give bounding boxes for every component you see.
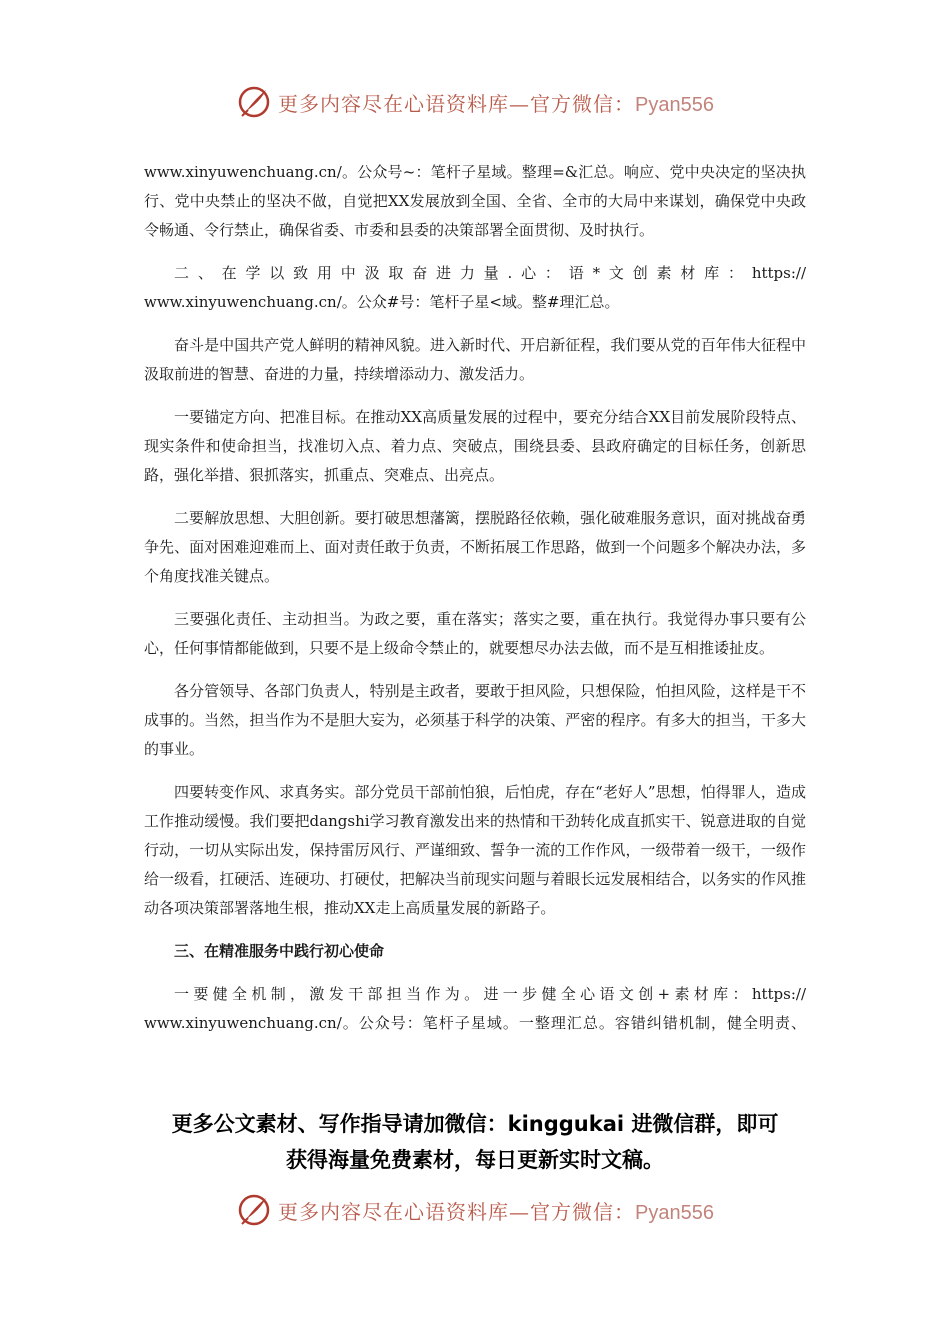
paragraph-9-line-1: 一要健全机制，激发干部担当作为。进一步健全心语文创+素材库：https:// [174,985,806,1003]
banner-text: 更多内容尽在心语资料库—官方微信：Pyan556 [278,1199,714,1224]
paragraph-2-line-1: 二、在学以致用中汲取奋进力量.心：语*文创素材库：https:// [174,264,806,282]
feather-pen-logo-icon [236,1192,272,1228]
paragraph-5: 二要解放思想、大胆创新。要打破思想藩篱，摆脱路径依赖，强化破难服务意识，面对挑战奋勇争先、面对困难迎难而上、面对责任敢于负责，不断拓展工作思路，做到一个问题多个解决办法，多个角度找准关键点。 [144,509,806,585]
paragraph-3: 奋斗是中国共产党人鲜明的精神风貌。进入新时代、开启新征程，我们要从党的百年伟大征程中汲取前进的智慧、奋进的力量，持续增添动力、激发活力。 [144,336,806,383]
paragraph-2 [144,259,806,317]
paragraph-7: 各分管领导、各部门负责人，特别是主政者，要敢于担风险，只想保险，怕担风险，这样是干不成事的。当然，担当作为不是胆大妄为，必须基于科学的决策、严密的程序。有多大的担当，干多大的事业。 [144,682,806,758]
paragraph-4: 一要锚定方向、把准目标。在推动XX高质量发展的过程中，要充分结合XX目前发展阶段特点、现实条件和使命担当，找准切入点、着力点、突破点，围绕县委、县政府确定的目标任务，创新思路，强化举措、狠抓落实，抓重点、突难点、出亮点。 [144,408,806,484]
paragraph-9-line-2: www.xinyuwenchuang.cn/。公众号：笔杆子星域。一整理汇总。容错纠错机制，健全明责、 [144,1014,806,1032]
footer-banner [0,1188,950,1232]
paragraph-2-line-2: www.xinyuwenchuang.cn/。公众#号：笔杆子星<域。整#理汇总。 [144,293,620,311]
banner-text: 更多内容尽在心语资料库—官方微信：Pyan556 [278,91,714,116]
promo-notice [0,1106,950,1178]
promo-line-2: 获得海量免费素材，每日更新实时文稿。 [286,1148,664,1172]
feather-pen-logo-icon [236,84,272,120]
document-body [144,158,806,1052]
header-banner [0,80,950,124]
paragraph-9 [144,980,806,1038]
paragraph-1: www.xinyuwenchuang.cn/。公众号~：笔杆子星域。整理=&汇总。响应、党中央决定的坚决执行、党中央禁止的坚决不做，自觉把XX发展放到全国、全省、全市的大局中来谋划，确保党中央政令畅通、令行禁止，确保省委、市委和县委的决策部署全面贯彻、及时执行。 [144,163,806,239]
paragraph-6: 三要强化责任、主动担当。为政之要，重在落实；落实之要，重在执行。我觉得办事只要有公心，任何事情都能做到，只要不是上级命令禁止的，就要想尽办法去做，而不是互相推诿扯皮。 [144,610,806,657]
section-heading-3: 三、在精准服务中践行初心使命 [174,942,385,960]
paragraph-8: 四要转变作风、求真务实。部分党员干部前怕狼，后怕虎，存在“老好人”思想，怕得罪人，造成工作推动缓慢。我们要把dangshi学习教育激发出来的热情和干劲转化成直抓实干、锐意进取的自觉行动，一切从实际出发，保持雷厉风行、严谨细致、誓争一流的工作作风，一级带着一级干，一级作给一级看，扛硬活、连硬功、打硬仗，把解决当前现实问题与着眼长远发展相结合，以务实的作风推动各项决策部署落地生根，推动XX走上高质量发展的新路子。 [144,783,806,917]
promo-line-1: 更多公文素材、写作指导请加微信：kinggukai 进微信群，即可 [171,1112,779,1136]
